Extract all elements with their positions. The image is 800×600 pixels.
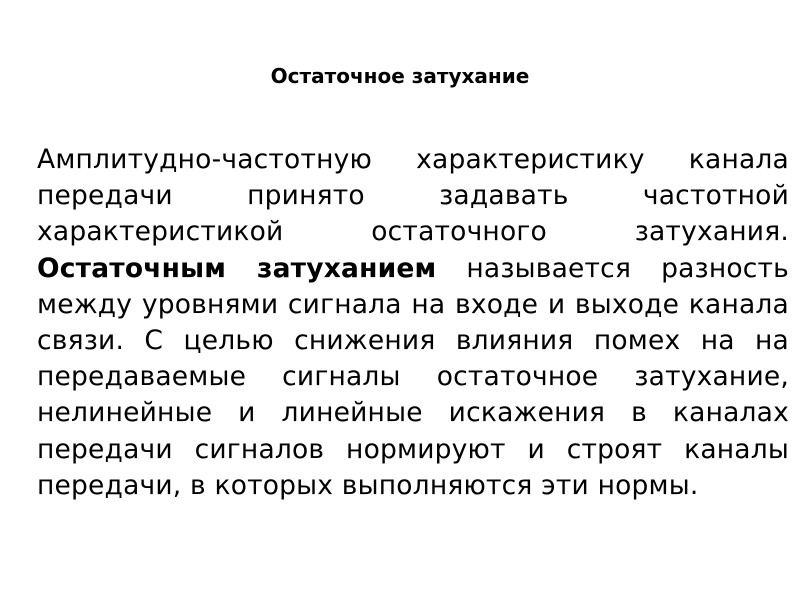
slide-title: Остаточное затухание	[270, 64, 530, 88]
definition-term: Остаточным затуханием	[37, 252, 437, 284]
slide-body-paragraph	[37, 142, 789, 504]
paragraph-text-definition: называется разность между уровнями сигнала на входе и выходе канала связи. С целью снижения влияния помех на на передаваемые сигналы остаточное затухание, нелинейные и линейные искажения в каналах передачи сигналов нормируют и строят каналы передачи, в которых выполняются эти нормы.	[37, 252, 790, 501]
paragraph-text-intro: Амплитудно-частотную характеристику канала передачи принято задавать частотной характеристикой остаточного затухания.	[37, 144, 789, 248]
